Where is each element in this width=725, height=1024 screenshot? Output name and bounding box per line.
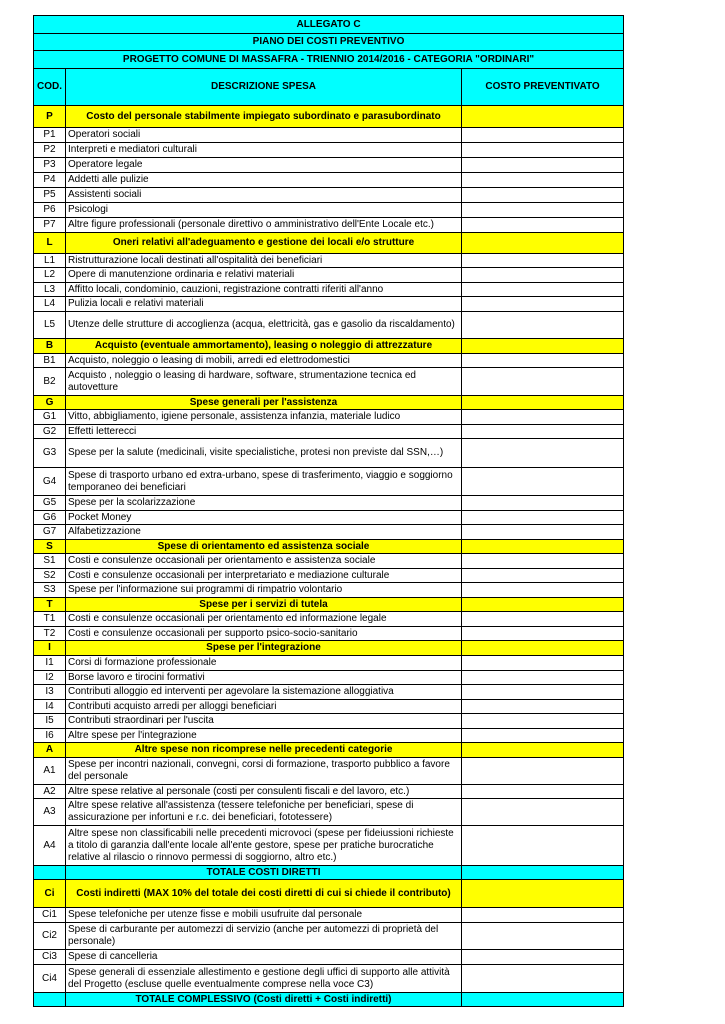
cost-cell[interactable]: [462, 656, 624, 671]
item-description: Affitto locali, condominio, cauzioni, registrazione contratti riferiti all'anno: [66, 283, 462, 297]
section-code: I: [34, 641, 66, 656]
cost-cell[interactable]: [462, 143, 624, 158]
column-header-cod: COD.: [34, 69, 66, 106]
table-row: [34, 468, 624, 496]
cost-cell[interactable]: [462, 203, 624, 218]
cost-cell[interactable]: [462, 158, 624, 173]
total-row: [34, 993, 624, 1007]
section-row: [34, 598, 624, 612]
item-description: Pulizia locali e relativi materiali: [66, 297, 462, 312]
cost-cell[interactable]: [462, 233, 624, 254]
table-row: [34, 785, 624, 799]
cost-cell[interactable]: [462, 714, 624, 729]
table-row: [34, 554, 624, 569]
item-code: P1: [34, 128, 66, 143]
item-description: Altre figure professionali (personale direttivo o amministrativo dell'Ente Locale etc.): [66, 218, 462, 233]
item-code: T1: [34, 612, 66, 627]
item-code: Ci2: [34, 923, 66, 950]
table-row: [34, 425, 624, 439]
item-code: A3: [34, 799, 66, 826]
cost-cell[interactable]: [462, 743, 624, 758]
section-title: Altre spese non ricomprese nelle precedenti categorie: [66, 743, 462, 758]
table-row: [34, 511, 624, 525]
column-header-costo: COSTO PREVENTIVATO: [462, 69, 624, 106]
item-description: Assistenti sociali: [66, 188, 462, 203]
cost-cell[interactable]: [462, 425, 624, 439]
table-row: [34, 923, 624, 950]
table-row: [34, 525, 624, 540]
item-description: Operatore legale: [66, 158, 462, 173]
item-description: Altre spese relative all'assistenza (tessere telefoniche per beneficiari, spese di assicurazione per infortuni e r.c. dei beneficiari, fototessere): [66, 799, 462, 826]
section-title: Spese per i servizi di tutela: [66, 598, 462, 612]
cost-plan-table: [33, 15, 624, 1007]
item-code: G1: [34, 410, 66, 425]
item-description: Acquisto , noleggio o leasing di hardware, software, strumentazione tecnica ed autovetture: [66, 368, 462, 396]
table-row: [34, 143, 624, 158]
total-label: TOTALE COSTI DIRETTI: [66, 866, 462, 880]
item-code: P2: [34, 143, 66, 158]
section-row: [34, 233, 624, 254]
item-code: I5: [34, 714, 66, 729]
item-code: L2: [34, 268, 66, 283]
cost-cell[interactable]: [462, 106, 624, 128]
table-row: [34, 569, 624, 583]
item-code: A2: [34, 785, 66, 799]
cost-cell[interactable]: [462, 396, 624, 410]
item-code: G6: [34, 511, 66, 525]
cost-cell[interactable]: [462, 312, 624, 339]
cost-cell[interactable]: [462, 368, 624, 396]
header-row-3: [34, 51, 624, 69]
section-code: G: [34, 396, 66, 410]
item-description: Spese di carburante per automezzi di servizio (anche per automezzi di proprietà del personale): [66, 923, 462, 950]
total-code: [34, 866, 66, 880]
table-row: [34, 950, 624, 965]
item-description: Costi e consulenze occasionali per orientamento ed informazione legale: [66, 612, 462, 627]
section-row: [34, 106, 624, 128]
total-row: [34, 866, 624, 880]
table-row: [34, 656, 624, 671]
item-code: P3: [34, 158, 66, 173]
item-description: Costi e consulenze occasionali per interpretariato e mediazione culturale: [66, 569, 462, 583]
item-code: G5: [34, 496, 66, 511]
item-description: Spese di trasporto urbano ed extra-urbano, spese di trasferimento, viaggio e soggiorno temporaneo dei beneficiari: [66, 468, 462, 496]
item-description: Spese per la salute (medicinali, visite specialistiche, protesi non previste dal SSN,…): [66, 439, 462, 468]
item-description: Altre spese relative al personale (costi per consulenti fiscali e del lavoro, etc.): [66, 785, 462, 799]
table-row: [34, 439, 624, 468]
table-row: [34, 758, 624, 785]
cost-cell[interactable]: [462, 540, 624, 554]
table-row: [34, 714, 624, 729]
table-row: [34, 297, 624, 312]
item-description: Spese telefoniche per utenze fisse e mobili usufruite dal personale: [66, 908, 462, 923]
cost-cell[interactable]: [462, 758, 624, 785]
cost-cell[interactable]: [462, 880, 624, 908]
column-header-row: [34, 69, 624, 106]
item-code: I1: [34, 656, 66, 671]
table-row: [34, 612, 624, 627]
section-code: T: [34, 598, 66, 612]
section-code: B: [34, 339, 66, 354]
cost-cell[interactable]: [462, 908, 624, 923]
total-label: TOTALE COMPLESSIVO (Costi diretti + Costi indiretti): [66, 993, 462, 1007]
item-description: Altre spese per l'integrazione: [66, 729, 462, 743]
section-title: Spese di orientamento ed assistenza sociale: [66, 540, 462, 554]
table-row: [34, 268, 624, 283]
item-code: I2: [34, 671, 66, 685]
item-description: Operatori sociali: [66, 128, 462, 143]
section-code: L: [34, 233, 66, 254]
item-code: P6: [34, 203, 66, 218]
table-row: [34, 368, 624, 396]
item-code: A1: [34, 758, 66, 785]
cost-cell[interactable]: [462, 554, 624, 569]
item-code: L1: [34, 254, 66, 268]
cost-cell[interactable]: [462, 525, 624, 540]
table-row: [34, 583, 624, 598]
item-description: Acquisto, noleggio o leasing di mobili, arredi ed elettrodomestici: [66, 354, 462, 368]
cost-cell[interactable]: [462, 612, 624, 627]
section-row: [34, 540, 624, 554]
cost-cell[interactable]: [462, 511, 624, 525]
item-code: P7: [34, 218, 66, 233]
cost-cell[interactable]: [462, 283, 624, 297]
cost-cell[interactable]: [462, 826, 624, 866]
item-code: T2: [34, 627, 66, 641]
item-description: Contributi straordinari per l'uscita: [66, 714, 462, 729]
item-description: Psicologi: [66, 203, 462, 218]
item-code: L3: [34, 283, 66, 297]
item-description: Utenze delle strutture di accoglienza (acqua, elettricità, gas e gasolio da riscaldamento): [66, 312, 462, 339]
item-code: B2: [34, 368, 66, 396]
item-description: Costi e consulenze occasionali per supporto psico-socio-sanitario: [66, 627, 462, 641]
cost-cell[interactable]: [462, 866, 624, 880]
section-code: A: [34, 743, 66, 758]
item-description: Borse lavoro e tirocini formativi: [66, 671, 462, 685]
table-row: [34, 700, 624, 714]
item-description: Altre spese non classificabili nelle precedenti microvoci (spese per fideiussioni richieste a titolo di garanzia dall'ente locale all'ente gestore, spese per pratiche burocratiche relative al rilascio o rinnovo permessi di soggiorno, altro etc.): [66, 826, 462, 866]
item-code: A4: [34, 826, 66, 866]
item-code: I4: [34, 700, 66, 714]
cost-cell[interactable]: [462, 583, 624, 598]
table-row: [34, 312, 624, 339]
item-description: Corsi di formazione professionale: [66, 656, 462, 671]
cost-cell[interactable]: [462, 297, 624, 312]
item-code: Ci1: [34, 908, 66, 923]
cost-cell[interactable]: [462, 598, 624, 612]
table-row: [34, 283, 624, 297]
item-code: B1: [34, 354, 66, 368]
table-row: [34, 729, 624, 743]
section-title: Costo del personale stabilmente impiegato subordinato e parasubordinato: [66, 106, 462, 128]
table-row: [34, 627, 624, 641]
item-code: G2: [34, 425, 66, 439]
item-description: Contributi acquisto arredi per alloggi beneficiari: [66, 700, 462, 714]
table-row: [34, 354, 624, 368]
cost-cell[interactable]: [462, 354, 624, 368]
item-code: P5: [34, 188, 66, 203]
item-code: Ci3: [34, 950, 66, 965]
item-code: P4: [34, 173, 66, 188]
table-row: [34, 173, 624, 188]
table-row: [34, 203, 624, 218]
cost-cell[interactable]: [462, 218, 624, 233]
project-title: PROGETTO COMUNE DI MASSAFRA - TRIENNIO 2014/2016 - CATEGORIA "ORDINARI": [34, 51, 624, 69]
section-code: Ci: [34, 880, 66, 908]
item-description: Contributi alloggio ed interventi per agevolare la sistemazione alloggiativa: [66, 685, 462, 700]
cost-cell[interactable]: [462, 496, 624, 511]
cost-cell[interactable]: [462, 188, 624, 203]
item-code: I3: [34, 685, 66, 700]
table-row: [34, 965, 624, 993]
item-description: Vitto, abbigliamento, igiene personale, assistenza infanzia, materiale ludico: [66, 410, 462, 425]
section-row: [34, 743, 624, 758]
header-row-2: [34, 34, 624, 51]
table-row: [34, 496, 624, 511]
column-header-descrizione: DESCRIZIONE SPESA: [66, 69, 462, 106]
item-description: Opere di manutenzione ordinaria e relativi materiali: [66, 268, 462, 283]
cost-cell[interactable]: [462, 641, 624, 656]
table-row: [34, 908, 624, 923]
item-description: Addetti alle pulizie: [66, 173, 462, 188]
item-code: Ci4: [34, 965, 66, 993]
item-description: Ristrutturazione locali destinati all'ospitalità dei beneficiari: [66, 254, 462, 268]
cost-cell[interactable]: [462, 128, 624, 143]
item-code: S3: [34, 583, 66, 598]
cost-cell[interactable]: [462, 965, 624, 993]
table-row: [34, 671, 624, 685]
header-row-1: [34, 16, 624, 34]
item-code: I6: [34, 729, 66, 743]
item-description: Spese per l'informazione sui programmi di rimpatrio volontario: [66, 583, 462, 598]
item-description: Spese generali di essenziale allestimento e gestione degli uffici di supporto alle attività del Progetto (escluse quelle eventualmente comprese nella voce C3): [66, 965, 462, 993]
item-description: Alfabetizzazione: [66, 525, 462, 540]
cost-cell[interactable]: [462, 468, 624, 496]
table-row: [34, 158, 624, 173]
item-description: Spese per la scolarizzazione: [66, 496, 462, 511]
section-title: Oneri relativi all'adeguamento e gestione dei locali e/o strutture: [66, 233, 462, 254]
cost-cell[interactable]: [462, 410, 624, 425]
section-title: Costi indiretti (MAX 10% del totale dei costi diretti di cui si chiede il contributo): [66, 880, 462, 908]
item-code: S1: [34, 554, 66, 569]
item-description: Pocket Money: [66, 511, 462, 525]
item-code: G4: [34, 468, 66, 496]
item-description: Spese di cancelleria: [66, 950, 462, 965]
item-description: Interpreti e mediatori culturali: [66, 143, 462, 158]
item-description: Costi e consulenze occasionali per orientamento e assistenza sociale: [66, 554, 462, 569]
cost-cell[interactable]: [462, 268, 624, 283]
section-row: [34, 396, 624, 410]
table-row: [34, 188, 624, 203]
item-code: G3: [34, 439, 66, 468]
cost-cell[interactable]: [462, 173, 624, 188]
table-row: [34, 799, 624, 826]
item-code: G7: [34, 525, 66, 540]
table-row: [34, 218, 624, 233]
cost-cell[interactable]: [462, 685, 624, 700]
section-row: [34, 641, 624, 656]
cost-cell[interactable]: [462, 627, 624, 641]
table-row: [34, 410, 624, 425]
section-row: [34, 339, 624, 354]
cost-cell[interactable]: [462, 993, 624, 1007]
cost-cell[interactable]: [462, 671, 624, 685]
cost-cell[interactable]: [462, 729, 624, 743]
section-code: P: [34, 106, 66, 128]
cost-cell[interactable]: [462, 923, 624, 950]
section-title: Spese per l'integrazione: [66, 641, 462, 656]
table-row: [34, 685, 624, 700]
cost-cell[interactable]: [462, 439, 624, 468]
item-code: L4: [34, 297, 66, 312]
cost-cell[interactable]: [462, 339, 624, 354]
item-code: S2: [34, 569, 66, 583]
cost-cell[interactable]: [462, 785, 624, 799]
section-code: S: [34, 540, 66, 554]
cost-cell[interactable]: [462, 254, 624, 268]
section-title: Acquisto (eventuale ammortamento), leasing o noleggio di attrezzature: [66, 339, 462, 354]
doc-subtitle: PIANO DEI COSTI PREVENTIVO: [34, 34, 624, 51]
table-row: [34, 254, 624, 268]
cost-cell[interactable]: [462, 799, 624, 826]
table-row: [34, 826, 624, 866]
item-description: Spese per incontri nazionali, convegni, corsi di formazione, trasporto pubblico a favore del personale: [66, 758, 462, 785]
doc-title: ALLEGATO C: [34, 16, 624, 34]
item-code: L5: [34, 312, 66, 339]
section-row: [34, 880, 624, 908]
cost-cell[interactable]: [462, 569, 624, 583]
table-row: [34, 128, 624, 143]
cost-cell[interactable]: [462, 950, 624, 965]
total-code: [34, 993, 66, 1007]
section-title: Spese generali per l'assistenza: [66, 396, 462, 410]
item-description: Effetti letterecci: [66, 425, 462, 439]
cost-cell[interactable]: [462, 700, 624, 714]
